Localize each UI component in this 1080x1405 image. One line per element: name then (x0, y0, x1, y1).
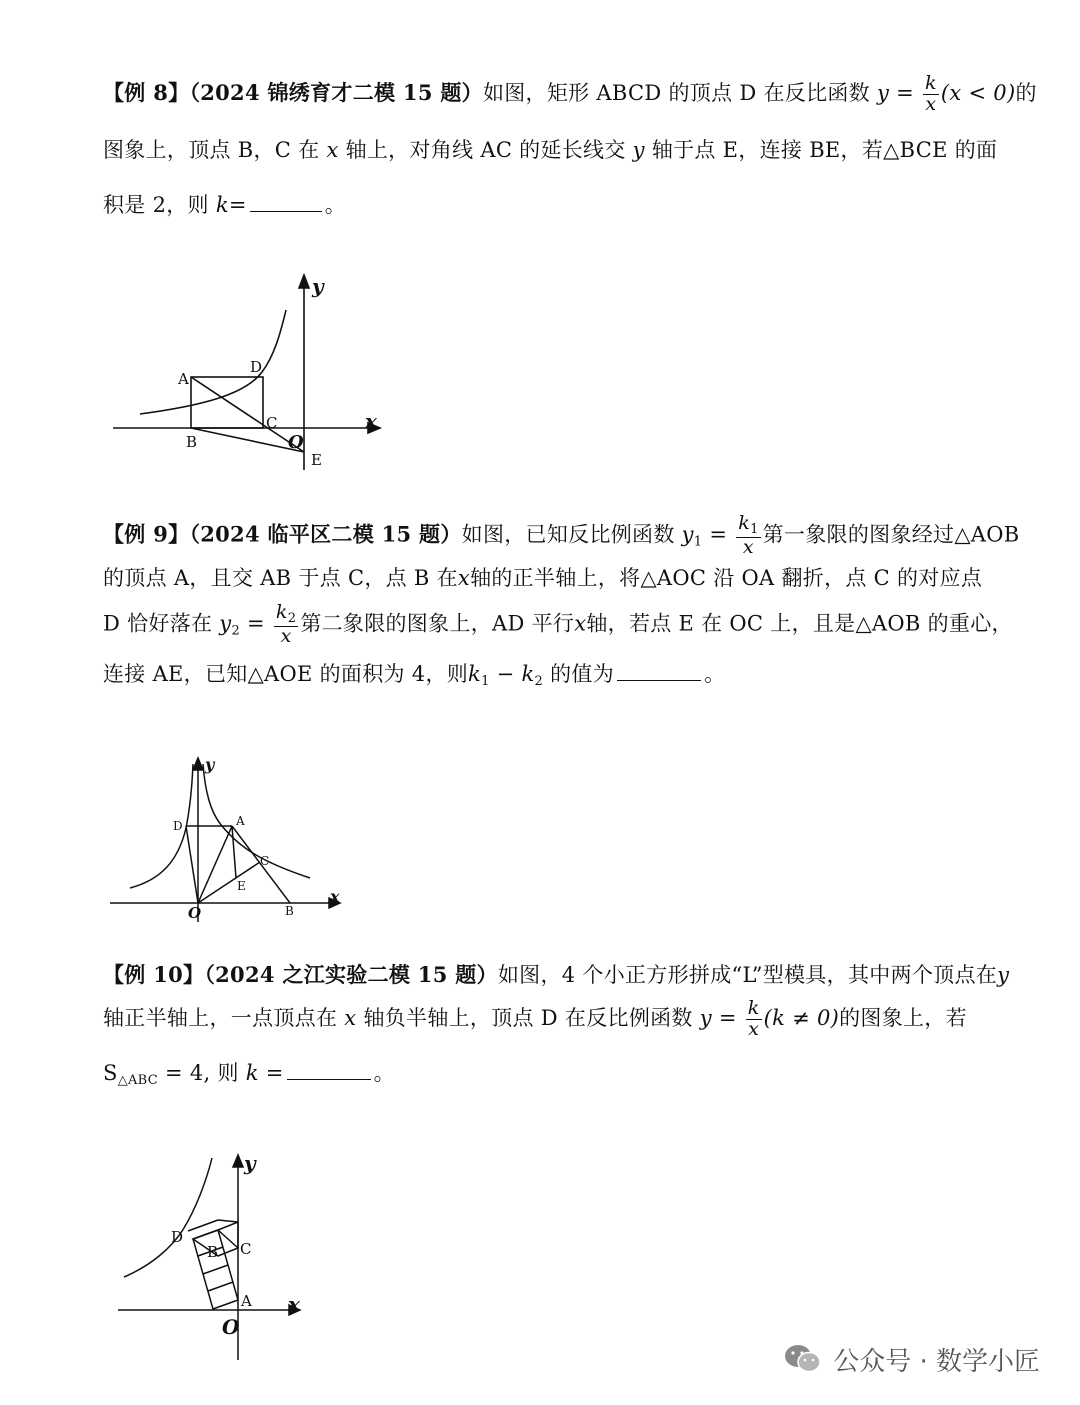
example-8-text: 轴于点 E，连接 BE，若△BCE 的面 (651, 138, 998, 162)
fraction-den: x (742, 535, 754, 558)
example-10-text: = 4, 则 (158, 1061, 239, 1085)
formula-sub: 1 (693, 534, 703, 550)
example-8-tag: 【例 8】 (103, 79, 190, 105)
formula-sub: △ABC (117, 1073, 159, 1088)
label-a: A (178, 370, 189, 388)
formula-sub: 1 (481, 674, 490, 689)
label-x: x (365, 409, 377, 433)
fraction-num (736, 514, 760, 538)
label-c: C (266, 414, 278, 432)
formula-var: y (681, 522, 694, 547)
y-axis-arrow (299, 275, 309, 288)
formula-minus: − (489, 662, 522, 686)
fraction (274, 603, 298, 647)
figure-example-10 (110, 1150, 310, 1370)
example-8-text: 图象上，顶点 B，C 在 (103, 138, 320, 162)
formula-sub: 2 (534, 674, 544, 689)
label-x: x (288, 1292, 300, 1316)
fraction-num-var: k (738, 512, 751, 534)
segment-od (186, 826, 198, 903)
example-9-text: 轴的正半轴上，将△AOC 沿 OA 翻折，点 C 的对应点 (470, 566, 983, 590)
example-10-text: 轴正半轴上，一点顶点在 (103, 1005, 338, 1030)
example-10-tag: 【例 10】 (103, 962, 205, 987)
example-9-text: 的顶点 A，且交 AB 于点 C，点 B 在 (103, 566, 458, 590)
hyperbola-right (203, 764, 310, 878)
label-x: x (330, 887, 340, 906)
formula-var: x (344, 1005, 357, 1030)
label-y: y (205, 755, 215, 774)
example-9-source: （2024 临平区二模 15 题） (189, 521, 462, 547)
formula-sub: 2 (231, 623, 241, 639)
formula-var: k (215, 193, 229, 217)
example-8-source: （2024 锦绣育才二模 15 题） (189, 79, 483, 105)
fraction-num-var: k (275, 601, 288, 623)
fraction-num: k (747, 997, 760, 1019)
formula-var: y (699, 1005, 712, 1030)
label-a: A (241, 1292, 252, 1310)
example-9-text: 连接 AE，已知△AOE 的面积为 4，则 (103, 662, 469, 686)
grid-line (208, 1282, 233, 1291)
figure-example-8 (105, 265, 405, 495)
watermark-text: 公众号 · 数学小匠 (833, 1346, 1040, 1377)
fraction-num-sub: 1 (750, 522, 759, 537)
example-8-text: 积是 2，则 (103, 193, 209, 217)
formula-condition: (x < 0) (940, 80, 1016, 105)
fraction (923, 74, 939, 115)
fraction-num-sub: 2 (287, 611, 297, 626)
grid-line (203, 1265, 228, 1274)
example-9-text: 第一象限的图象经过△AOB (762, 522, 1020, 547)
label-y: y (312, 274, 324, 298)
fraction-den: x (925, 92, 937, 115)
top-edge (188, 1220, 218, 1231)
formula-var: y (219, 611, 232, 636)
fraction (746, 999, 762, 1040)
formula-area: S (103, 1061, 118, 1085)
figure-example-9 (105, 750, 345, 925)
example-10-source: （2024 之江实验二模 15 题） (204, 962, 498, 987)
answer-blank (287, 1061, 371, 1080)
hyperbola-left (130, 764, 193, 888)
label-c: C (240, 1240, 252, 1258)
example-8-text: 轴上，对角线 AC 的延长线交 (345, 138, 626, 162)
formula-var: k (468, 662, 482, 686)
fraction-num: k (925, 72, 937, 94)
formula-eq: = (711, 1005, 744, 1030)
fraction-den: x (748, 1017, 760, 1040)
wechat-icon (783, 1342, 823, 1376)
example-9-text: 的值为 (550, 662, 615, 686)
formula-var: y (876, 80, 890, 105)
top-edge-right (218, 1220, 238, 1222)
label-origin: O (188, 904, 202, 922)
example-10-text: 如图，4 个小正方形拼成“L”型模具，其中两个顶点在 (497, 963, 998, 987)
example-9-text: D 恰好落在 (103, 611, 213, 636)
example-8-text: 。 (324, 193, 347, 217)
formula-var: k (245, 1061, 259, 1085)
label-a: A (236, 814, 245, 828)
example-9-text: 轴，若点 E 在 OC 上，且是△AOB 的重心， (586, 611, 1013, 636)
formula-eq: = (889, 80, 921, 105)
answer-blank (250, 193, 322, 212)
hyperbola-curve (140, 310, 286, 414)
y-axis-arrow (233, 1155, 243, 1167)
formula-var: x (574, 611, 587, 636)
example-9-text: 。 (704, 662, 726, 686)
formula-condition: (k ≠ 0) (763, 1005, 840, 1030)
label-origin: O (222, 1315, 240, 1339)
formula-var: x (457, 566, 471, 590)
formula-var: y (632, 138, 645, 162)
y-axis-arrow (193, 758, 203, 770)
formula-var: k (521, 662, 535, 686)
label-d: D (250, 358, 263, 376)
formula-eq: = (240, 611, 272, 636)
example-9-text: 如图，已知反比例函数 (461, 522, 675, 547)
label-b: B (285, 904, 294, 918)
segment-ae (232, 826, 236, 878)
watermark (783, 1336, 1040, 1382)
example-8-text: 的 (1015, 80, 1037, 105)
example-9-tag: 【例 9】 (103, 521, 190, 547)
fraction (736, 514, 760, 558)
fraction-den: x (280, 624, 292, 647)
formula-eq: = (702, 522, 735, 547)
label-e: E (237, 879, 246, 893)
label-d: D (171, 1228, 184, 1246)
formula-eq: = (228, 193, 247, 217)
label-b: B (186, 433, 198, 451)
example-8-text: 如图，矩形 ABCD 的顶点 D 在反比函数 (482, 80, 870, 105)
formula-eq: = (258, 1061, 284, 1085)
label-e: E (311, 451, 322, 469)
example-10-text: 。 (373, 1061, 395, 1085)
formula-var: y (997, 963, 1010, 987)
label-y: y (244, 1151, 256, 1175)
label-d: D (173, 819, 183, 833)
fraction-num (274, 603, 298, 627)
label-c: C (260, 854, 270, 868)
label-b: B (207, 1243, 219, 1261)
example-10-text: 轴负半轴上，顶点 D 在反比例函数 (363, 1005, 693, 1030)
example-9-text: 第二象限的图象上，AD 平行 (300, 611, 575, 636)
example-10-text: 的图象上，若 (839, 1005, 967, 1030)
label-origin: O (288, 432, 304, 453)
answer-blank (617, 662, 701, 681)
formula-var: x (326, 138, 339, 162)
